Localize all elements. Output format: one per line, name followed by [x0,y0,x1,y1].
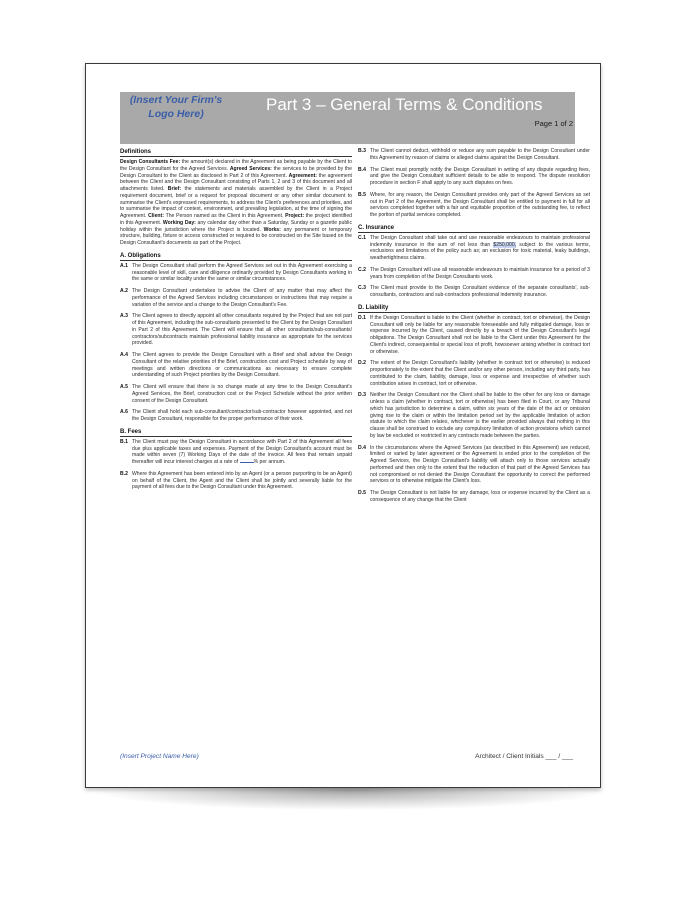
clause-c3: C.3 The Client must provide to the Design Consultant evidence of the separate consultants', sub-consultants, contractors and sub-contractors professional indemnity insurance. [358,285,590,298]
fees-heading: B. Fees [120,428,352,437]
clause-b4: B.4 The Client must promptly notify the Design Consultant in writing of any dispute regarding fees, and give the Design Consultant sufficient details to be able to respond. The dispute resolution procedure in section F shall apply to any such disputes on fees. [358,166,590,186]
document-page [85,63,601,788]
clause-d2: D.2 The extent of the Design Consultant's liability (whether in contract tort or otherwise) is reduced proportionately to the extent that the Client and/or any other person, including any third party, has contributed to the claim, liability, damage, loss or expense and irrespective of whether such contribution arises in contract, tort or otherwise. [358,360,590,387]
clause-b5: B.5 Where, for any reason, the Design Consultant provides only part of the Agreed Services as set out in Part 2 of the Agreement, the Design Consultant shall be entitled to payment in full for all services completed together with a fair and equitable proportion of the outstanding fee, to reflect the portion of partial services completed. [358,191,590,218]
definitions-block [120,159,352,247]
left-column [120,148,352,496]
clause-d3: D.3 Neither the Design Consultant nor the Client shall be liable to the other for any loss or damage unless a claim (whether in contract, tort or otherwise) has been filed in Court, or any Tribunal which has jurisdiction to determine a claim, within six years of the date of the act or omission giving rise to the claim or within the limitation period set by the applicable limitation of action statute to which the claim relates, whichever is the earlier provided always that nothing in this clause shall be construed to exclude any compulsory limitation of action provisions which cannot by law be excluded or restricted in any contracts made between the parties. [358,392,590,439]
insurance-heading: C. Insurance [358,224,590,233]
project-name-placeholder: (Insert Project Name Here) [120,753,199,760]
clause-a1: A.1 The Design Consultant shall perform the Agreed Services set out in this Agreement exercising a reasonable level of skill, care and diligence ordinarily provided by Design Consultants working in the same or similar locality under the same or similar circumstances. [120,262,352,283]
clause-d4: D.4 In the circumstances where the Agreed Services (as described in this Agreement) are reduced, limited or varied by later agreement or the Agreement is ended prior to the completion of the Agreed Services, the Design Consultant's liability will attach only to those services actually performed and then only to the extent that the reduction of that part of the Agreed Services has not compromised or not denied the Design Consultant the opportunity to correct the performed services or to otherwise mitigate the Client's loss. [358,444,590,485]
clause-b3: B.3 The Client cannot deduct, withhold or reduce any sum payable to the Design Consultant under this Agreement by reason of claims or alleged claims against the Design Consultant. [358,148,590,161]
page-number: Page 1 of 2 [534,119,573,128]
insurance-amount: $250,000, [493,241,517,248]
clause-a3: A.3 The Client agrees to directly appoint all other consultants required by the Project that are not part of this Agreement, including the sub-consultants presented to the Client by the Design Consultant in Part 2 of this Agreement. The Client will ensure that all other consultants/sub-consultants/ contractors/subcontracts maintain professional liability insurance as appropriate for the services provided. [120,313,352,347]
page-title: Part 3 – General Terms & Conditions [266,95,543,114]
clause-d5: D.5 The Design Consultant is not liable for any damage, loss or expense incurred by the Client as a consequence of any change that the Client [358,490,590,503]
initials-line: Architect / Client Initials ___ / ___ [475,753,573,760]
liability-heading: D. Liability [358,304,590,313]
clause-d1: D.1 If the Design Consultant is liable to the Client (whether in contract, tort or otherwise), the Design Consultant will only be liable for any reasonable foreseeable and fully mitigated damage, loss or expense incurred by the Client, caused directly by a breach of the Design Consultant's legal obligations. The Design Consultant shall not be liable to the Client under this Agreement for the Client's indirect, consequential or special loss of profit, howsoever arising whether in contract tort or otherwise. [358,314,590,355]
clause-a6: A.6 The Client shall hold each sub-consultant/contractor/sub-contractor however appointed, and not the Design Consultant, responsible for the proper performance of their work. [120,409,352,422]
clause-a5: A.5 The Client will ensure that there is no change made at any time to the Design Consultant's Agreed Services, the Brief, construction cost or the Project Schedule without the prior written consent of the Design Consultant. [120,384,352,404]
clause-a4: A.4 The Client agrees to provide the Design Consultant with a Brief and shall advise the Design Consultant of the relative priorities of the Brief, construction cost and Project schedule by way of meetings and written directions or communications as necessary to ensure complete understanding of such Project priorities by the Design Consultant. [120,352,352,379]
definitions-heading: Definitions [120,148,352,157]
right-column [358,148,590,509]
clause-b1: B.1 The Client must pay the Design Consultant in accordance with Part 2 of this Agreement all fees due plus applicable taxes and expenses. Payment of the Design Consultant's account must be made within seven (7) Working Days of the date of the invoice. All fees that remain unpaid thereafter will incur interest charges at a rate of % per annum. [120,438,352,465]
logo-placeholder: (Insert Your Firm's Logo Here) [129,94,223,120]
definitions-text: Design Consultants Fee: the amount(s) declared in the Agreement as being payable by the Client to the Design Consultant for the Agreed Services. Agreed Services: the services to be provided by the Design Consultant to the Client as disclosed in Part 2 of this Agreement. Agreement: the agreement between the Client and the Design Consultant consisting of Parts 1, 2 and 3 of this document and all attachments listed. Brief: the statements and materials assembled by the Client in a Project requirement document, brief or a request for proposal document or any other similar document to summarise the Client's expressed requirements, to address the Client's preferences and priorities, and to summarise the impact of context, environment, and prevailing legislation, at the time of signing the Agreement. Client: The Person named as the Client in this Agreement. Project: the project identified in this Agreement. Working Day: any calendar day other than a Saturday, Sunday or a gazette public holiday within the jurisdiction where the Project is located. Works: any permanent or temporary structure, building, fixture or access constructed or required to be constructed on the Site based on the Design Consultant's documents as part of the Project. [120,159,353,246]
clause-a2: A.2 The Design Consultant undertakes to advise the Client of any matter that may affect the performance of the Agreed Services including circumstances or instructions that may require a variation of the service and a change to the Design Consultant's Fee. [120,288,352,308]
interest-rate-blank [240,462,254,463]
clause-b2: B.2 Where this Agreement has been entered into by an Agent (or a person purporting to be an Agent) on behalf of the Client, the Agent and the Client shall be jointly and severally liable for the payment of all fees due to the Design Consultant under this Agreement. [120,470,352,491]
obligations-heading: A. Obligations [120,252,352,261]
clause-c2: C.2 The Design Consultant will use all reasonable endeavours to maintain insurance for a period of 3 years from completion of the Design Consultants work. [358,266,590,280]
clause-c1: C.1 The Design Consultant shall take out and use reasonable endeavours to maintain professional indemnity insurance in the sum of not less than $250,000, subject to the various terms, exclusions and limitations of the policy such as; an exclusion for toxic material, leaky buildings, weathertightness claims. [358,234,591,261]
